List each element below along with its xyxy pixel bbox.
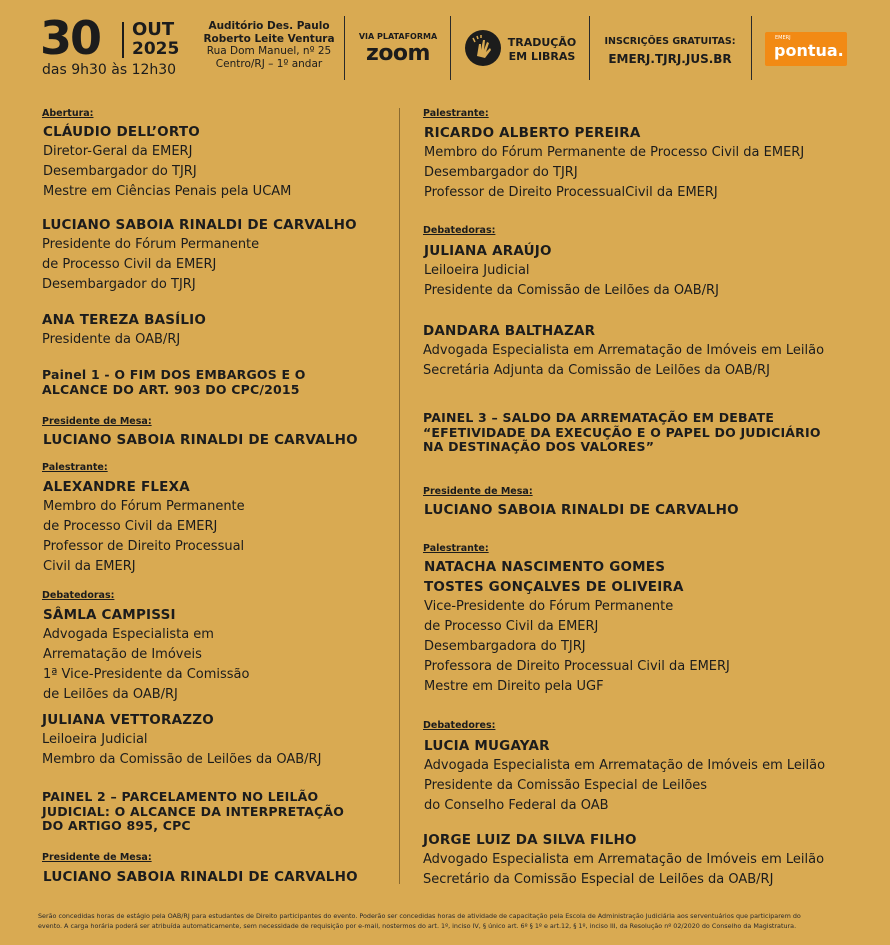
speaker-block (43, 867, 358, 887)
logo-small-text: EMERJ (775, 35, 791, 41)
libras-label (506, 36, 578, 64)
section-label-text: Debatedores: (423, 720, 496, 731)
section-label (423, 543, 489, 555)
platform-label: VIA PLATAFORMA (358, 32, 438, 41)
panel-title-line: DO ARTIGO 895, CPC (42, 818, 191, 833)
speaker-block (424, 241, 719, 301)
speaker-role: de Processo Civil da EMERJ (43, 519, 218, 534)
speaker-name: JULIANA VETTORAZZO (42, 712, 214, 728)
section-label (423, 108, 489, 120)
speaker-name: CLÁUDIO DELL’ORTO (43, 124, 200, 140)
section-label (423, 225, 495, 237)
libras-line1: TRADUÇÃO (507, 36, 577, 49)
speaker-name: LUCIA MUGAYAR (424, 738, 550, 754)
section-label-text: Presidente de Mesa: (42, 416, 152, 427)
speaker-role: Civil da EMERJ (43, 559, 136, 574)
panel-title-line: “EFETIVIDADE DA EXECUÇÃO E O PAPEL DO JUDICIÁRIO (423, 424, 821, 440)
section-label (423, 486, 533, 498)
registration-info (600, 36, 740, 67)
speaker-role: Leiloeira Judicial (424, 263, 530, 278)
speaker-name: LUCIANO SABOIA RINALDI DE CARVALHO (424, 502, 739, 518)
sign-language-icon (465, 30, 501, 66)
speaker-block (423, 321, 824, 381)
speaker-role: Advogada Especialista em (43, 627, 214, 642)
speaker-name: TOSTES GONÇALVES DE OLIVEIRA (424, 579, 684, 595)
section-label (42, 416, 152, 428)
panel-title-line: PAINEL 3 – SALDO DA ARREMATAÇÃO EM DEBATE (423, 410, 775, 425)
footer-note (38, 911, 856, 931)
speaker-role: Diretor-Geral da EMERJ (43, 144, 193, 159)
speaker-block (424, 500, 739, 520)
speaker-role: de Processo Civil da EMERJ (42, 257, 217, 272)
section-label (42, 462, 108, 474)
speaker-role: Arrematação de Imóveis (43, 647, 202, 662)
panel-title (423, 411, 821, 455)
speaker-role: Vice-Presidente do Fórum Permanente (424, 599, 674, 614)
header-separator (751, 16, 752, 80)
speaker-role: Membro do Fórum Permanente de Processo Civil da EMERJ (424, 145, 805, 160)
speaker-name: NATACHA NASCIMENTO GOMES (424, 559, 666, 575)
speaker-block (424, 736, 825, 816)
speaker-role: Desembargadora do TJRJ (424, 639, 586, 654)
event-year: 2025 (132, 39, 180, 59)
panel-title-line: Painel 1 - O FIM DOS EMBARGOS E O (42, 367, 306, 382)
panel-title-line: ALCANCE DO ART. 903 DO CPC/2015 (42, 381, 300, 397)
section-label (42, 852, 152, 864)
section-label (42, 590, 114, 602)
speaker-role: Desembargador do TJRJ (424, 165, 578, 180)
speaker-name: JULIANA ARAÚJO (424, 243, 552, 259)
speaker-role: Professor de Direito ProcessualCivil da EMERJ (424, 185, 718, 200)
panel-title (42, 368, 306, 397)
opening-section (42, 108, 93, 120)
section-label: Abertura: (42, 108, 94, 119)
zoom-logo: zoom (366, 41, 430, 66)
speaker-name: RICARDO ALBERTO PEREIRA (424, 125, 641, 141)
speaker-block (42, 310, 206, 350)
speaker-name: LUCIANO SABOIA RINALDI DE CARVALHO (42, 217, 357, 233)
speaker-role: Presidente da Comissão de Leilões da OAB/RJ (424, 283, 719, 298)
libras-line2: EM LIBRAS (508, 50, 576, 63)
section-label-text: Presidente de Mesa: (42, 852, 152, 863)
speaker-name: SÂMLA CAMPISSI (43, 607, 176, 623)
event-day: 30 (40, 11, 101, 65)
speaker-name: ALEXANDRE FLEXA (43, 479, 190, 495)
speaker-role: Leiloeira Judicial (42, 732, 148, 747)
header-separator (589, 16, 590, 80)
venue-address-line2: Centro/RJ – 1º andar (215, 57, 323, 70)
speaker-name: LUCIANO SABOIA RINALDI DE CARVALHO (43, 869, 358, 885)
speaker-role: Mestre em Direito pela UGF (424, 679, 604, 694)
speaker-role: Membro do Fórum Permanente (43, 499, 245, 514)
event-month: OUT (132, 19, 175, 40)
speaker-block (423, 830, 824, 890)
speaker-role: Desembargador do TJRJ (43, 164, 197, 179)
venue (200, 20, 338, 70)
speaker-block (43, 122, 291, 202)
speaker-block (424, 557, 730, 697)
registration-url[interactable]: EMERJ.TJRJ.JUS.BR (608, 52, 732, 66)
venue-name-line2: Roberto Leite Ventura (203, 32, 335, 45)
section-label-text: Palestrante: (42, 462, 108, 473)
section-label-text: Debatedoras: (42, 590, 115, 601)
speaker-role: de Leilões da OAB/RJ (43, 687, 178, 702)
section-label-text: Presidente de Mesa: (423, 486, 533, 497)
speaker-role: Secretária Adjunta da Comissão de Leilões da OAB/RJ (423, 363, 770, 378)
speaker-role: de Processo Civil da EMERJ (424, 619, 599, 634)
section-label-text: Debatedoras: (423, 225, 496, 236)
speaker-name: JORGE LUIZ DA SILVA FILHO (423, 832, 637, 848)
panel-title-line: JUDICIAL: O ALCANCE DA INTERPRETAÇÃO (42, 803, 345, 819)
venue-address-line1: Rua Dom Manuel, nº 25 (206, 45, 332, 57)
speaker-name: LUCIANO SABOIA RINALDI DE CARVALHO (43, 432, 358, 448)
speaker-block (43, 477, 245, 577)
column-divider (399, 108, 400, 884)
speaker-role: Advogado Especialista em Arrematação de Imóveis em Leilão (423, 852, 825, 867)
logo-text: pontua. (774, 41, 844, 60)
panel-title (42, 790, 344, 834)
speaker-role: Mestre em Ciências Penais pela UCAM (43, 184, 292, 199)
speaker-name: DANDARA BALTHAZAR (423, 323, 596, 339)
section-label-text: Palestrante: (423, 108, 489, 119)
speaker-name: ANA TEREZA BASÍLIO (42, 312, 207, 328)
speaker-role: Desembargador do TJRJ (42, 277, 196, 292)
venue-name-line1: Auditório Des. Paulo (208, 20, 330, 32)
speaker-role: 1ª Vice-Presidente da Comissão (43, 667, 250, 682)
speaker-role: Presidente da OAB/RJ (42, 332, 181, 347)
speaker-block (424, 123, 804, 203)
speaker-role: Secretário da Comissão Especial de Leilões da OAB/RJ (423, 872, 774, 887)
speaker-block (42, 710, 321, 770)
panel-title-line: PAINEL 2 – PARCELAMENTO NO LEILÃO (42, 789, 319, 804)
registration-label: INSCRIÇÕES GRATUITAS: (604, 36, 736, 47)
section-label-text: Palestrante: (423, 543, 489, 554)
panel-title-line: NA DESTINAÇÃO DOS VALORES” (423, 439, 655, 454)
emerj-pontua-logo (765, 32, 847, 66)
section-label (423, 720, 495, 732)
speaker-role: Advogada Especialista em Arrematação de Imóveis em Leilão (424, 758, 826, 773)
speaker-role: Presidente da Comissão Especial de Leilões (424, 778, 708, 793)
header (0, 0, 890, 96)
date-divider (122, 22, 124, 58)
header-separator (344, 16, 345, 80)
speaker-block (43, 605, 249, 705)
event-time: das 9h30 às 12h30 (42, 62, 177, 78)
speaker-role: Professora de Direito Processual Civil da EMERJ (424, 659, 730, 674)
footer-line: evento. A carga horária poderá ser atribuída automaticamente, sem necessidade de requisição por e-mail, nostermos do art. 1º, inciso IV, § único art. 6º § 1º e art.12, § 1º, inciso III, da Resolução nº 02/2020 do Conselho da Magistratura. (38, 922, 797, 930)
speaker-role: Presidente do Fórum Permanente (42, 237, 260, 252)
speaker-block (43, 430, 358, 450)
speaker-role: Professor de Direito Processual (43, 539, 245, 554)
speaker-block (42, 215, 357, 295)
header-separator (450, 16, 451, 80)
speaker-role: do Conselho Federal da OAB (424, 798, 609, 813)
speaker-role: Membro da Comissão de Leilões da OAB/RJ (42, 752, 322, 767)
footer-line: Serão concedidas horas de estágio pela OAB/RJ para estudantes de Direito participantes do evento. Poderão ser concedidas horas de atividade de capacitação pela Escola de Administração Judiciária aos serventuários que participarem do (38, 912, 801, 920)
platform-badge (356, 32, 440, 66)
speaker-role: Advogada Especialista em Arrematação de Imóveis em Leilão (423, 343, 825, 358)
